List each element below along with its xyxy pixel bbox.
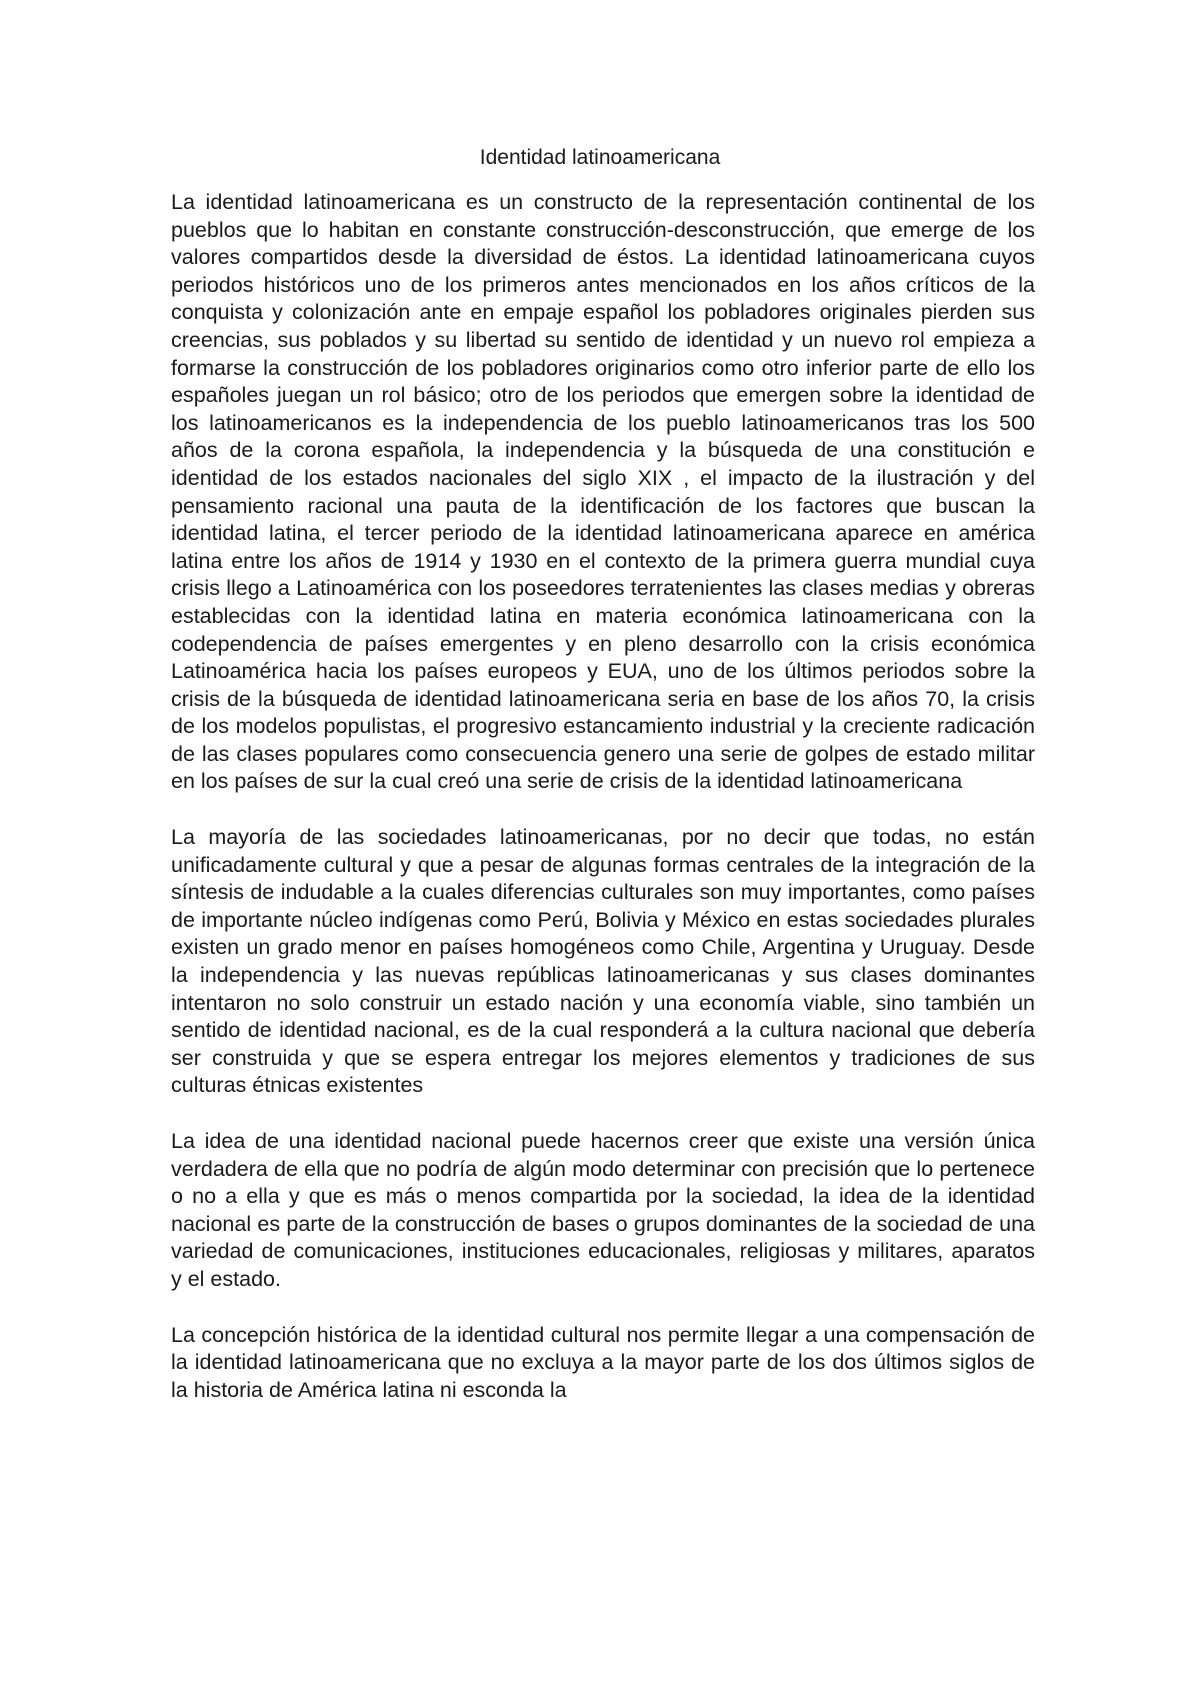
paragraph-4: La concepción histórica de la identidad cultural nos permite llegar a una compensación de la identidad latinoamericana que no excluya a la mayor parte de los dos últimos siglos de la historia de América latina ni esconda la bbox=[171, 1322, 1035, 1402]
document-body bbox=[171, 189, 1035, 1404]
paragraph-3: La idea de una identidad nacional puede hacernos creer que existe una versión única verdadera de ella que no podría de algún modo determinar con precisión que lo pertenece o no a ella y que es más o menos compartida por la sociedad, la idea de la identidad nacional es parte de la construcción de bases o grupos dominantes de la sociedad de una variedad de comunicaciones, instituciones educacionales, religiosas y militares, aparatos y el estado. bbox=[171, 1129, 1035, 1291]
paragraph-2: La mayoría de las sociedades latinoamericanas, por no decir que todas, no están unificadamente cultural y que a pesar de algunas formas centrales de la integración de la síntesis de indudable a la cuales diferencias culturales son muy importantes, como países de importante núcleo indígenas como Perú, Bolivia y México en estas sociedades plurales existen un grado menor en países homogéneos como Chile, Argentina y Uruguay. Desde la independencia y las nuevas repúblicas latinoamericanas y sus clases dominantes intentaron no solo construir un estado nación y una economía viable, sino también un sentido de identidad nacional, es de la cual responderá a la cultura nacional que debería ser construida y que se espera entregar los mejores elementos y tradiciones de sus culturas étnicas existentes bbox=[171, 825, 1035, 1098]
document-title: Identidad latinoamericana bbox=[479, 146, 721, 169]
paragraph-1: La identidad latinoamericana es un constructo de la representación continental de los pueblos que lo habitan en constante construcción-desconstrucción, que emerge de los valores compartidos desde la diversidad de éstos. La identidad latinoamericana cuyos periodos históricos uno de los primeros antes mencionados en los años críticos de la conquista y colonización ante en empaje español los pobladores originales pierden sus creencias, sus poblados y su libertad su sentido de identidad y un nuevo rol empieza a formarse la construcción de los pobladores originarios como otro inferior parte de ello los españoles juegan un rol básico; otro de los periodos que emergen sobre la identidad de los latinoamericanos es la independencia de los pueblo latinoamericanos tras los 500 años de la corona española, la independencia y la búsqueda de una constitución e identidad de los estados nacionales del siglo XIX , el impacto de la ilustración y del pensamiento racional una pauta de la identificación de los factores que buscan la identidad latina, el tercer periodo de la identidad latinoamericana aparece en américa latina entre los años de 1914 y 1930 en el contexto de la primera guerra mundial cuya crisis llego a Latinoamérica con los poseedores terratenientes las clases medias y obreras establecidas con la identidad latina en materia económica latinoamericana con la codependencia de países emergentes y en pleno desarrollo con la crisis económica Latinoamérica hacia los países europeos y EUA, uno de los últimos periodos sobre la crisis de la búsqueda de identidad latinoamericana seria en base de los años 70, la crisis de los modelos populistas, el progresivo estancamiento industrial y la creciente radicación de las clases populares como consecuencia genero una serie de golpes de estado militar en los países de sur la cual creó una serie de crisis de la identidad latinoamericana bbox=[171, 190, 1035, 794]
